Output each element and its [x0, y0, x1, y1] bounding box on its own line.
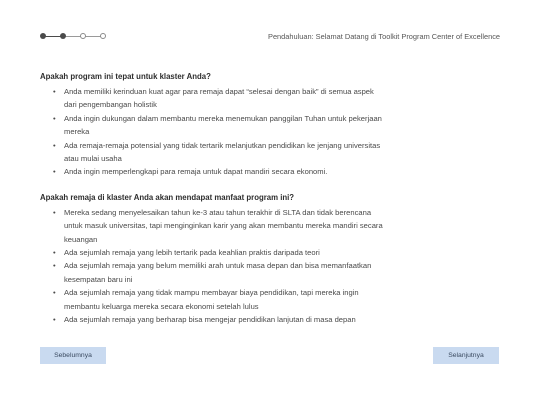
- section-heading: Apakah program ini tepat untuk klaster Anda?: [40, 72, 211, 81]
- progress-step-2: [60, 33, 66, 39]
- list-item: • Anda ingin dukungan dalam membantu mereka menemukan panggilan Tuhan untuk pekerjaan mereka: [40, 112, 385, 139]
- next-button[interactable]: Selanjutnya: [433, 347, 499, 364]
- bullet-list: [40, 206, 385, 327]
- section-heading: Apakah remaja di klaster Anda akan mendapat manfaat program ini?: [40, 192, 295, 202]
- breadcrumb: Pendahuluan: Selamat Datang di Toolkit Program Center of Excellence: [268, 32, 500, 41]
- list-item: • Ada sejumlah remaja yang berharap bisa mengejar pendidikan lanjutan di masa depan: [40, 313, 385, 326]
- list-item: • Anda ingin memperlengkapi para remaja untuk dapat mandiri secara ekonomi.: [40, 165, 385, 178]
- section-benefits: [40, 192, 385, 327]
- progress-step-3: [80, 33, 86, 39]
- list-item: • Ada remaja-remaja potensial yang tidak tertarik melanjutkan pendidikan ke jenjang universitas atau mulai usaha: [40, 139, 385, 166]
- previous-button[interactable]: Sebelumnya: [40, 347, 106, 364]
- progress-step-4: [100, 33, 106, 39]
- list-item: • Ada sejumlah remaja yang tidak mampu membayar biaya pendidikan, tapi mereka ingin membantu keluarga mereka secara ekonomi setelah lulus: [40, 286, 385, 313]
- section-suitability: [40, 71, 385, 179]
- list-item: • Ada sejumlah remaja yang belum memiliki arah untuk masa depan dan bisa memanfaatkan kesempatan baru ini: [40, 259, 385, 286]
- top-bar: [40, 28, 500, 46]
- bullet-list: [40, 85, 385, 179]
- list-item: • Mereka sedang menyelesaikan tahun ke-3 atau tahun terakhir di SLTA dan tidak berencana untuk masuk universitas, tapi menginginkan karir yang akan membantu mereka mandiri secara keuangan: [40, 206, 385, 246]
- main-content: [40, 71, 385, 327]
- list-item: • Ada sejumlah remaja yang lebih tertarik pada keahlian praktis daripada teori: [40, 246, 385, 259]
- list-item: • Anda memiliki kerinduan kuat agar para remaja dapat “selesai dengan baik” di semua aspek dari pengembangan holistik: [40, 85, 385, 112]
- progress-step-1: [40, 33, 46, 39]
- progress-indicator: [40, 33, 106, 41]
